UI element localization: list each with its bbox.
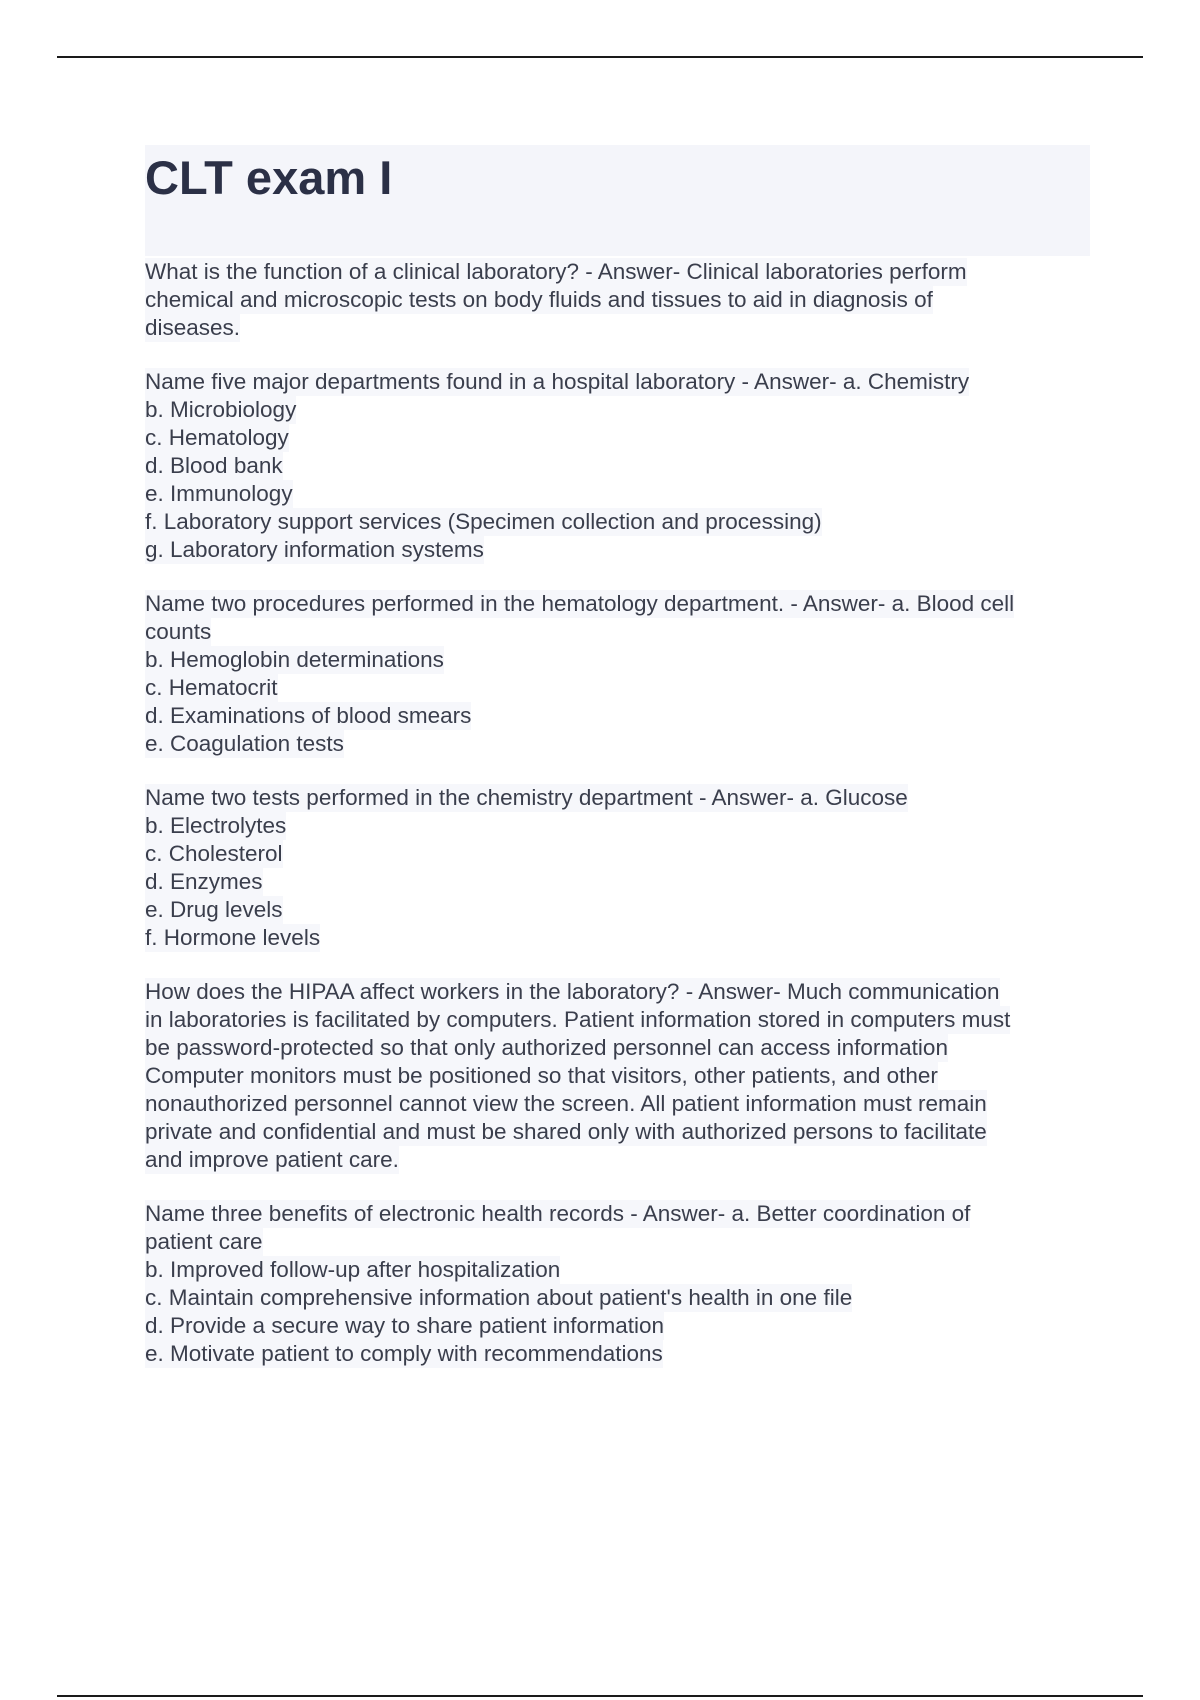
qa-block [145,978,1090,1174]
qa-block [145,590,1090,758]
qa-line: How does the HIPAA affect workers in the laboratory? - Answer- Much communication [145,979,1000,1004]
qa-line: c. Hematology [145,425,289,450]
qa-block [145,1200,1090,1368]
qa-line: chemical and microscopic tests on body fluids and tissues to aid in diagnosis of [145,287,933,312]
qa-line: be password-protected so that only authorized personnel can access information [145,1035,948,1060]
qa-line: patient care [145,1229,263,1254]
qa-line: b. Hemoglobin determinations [145,647,444,672]
qa-line: b. Improved follow-up after hospitalization [145,1257,561,1282]
qa-line: e. Drug levels [145,897,283,922]
qa-line: What is the function of a clinical laboratory? - Answer- Clinical laboratories perform [145,259,967,284]
qa-line: diseases. [145,315,241,340]
qa-line: e. Motivate patient to comply with recommendations [145,1341,663,1366]
qa-line: c. Cholesterol [145,841,283,866]
qa-line: d. Provide a secure way to share patient information [145,1313,665,1338]
qa-line: Computer monitors must be positioned so that visitors, other patients, and other [145,1063,938,1088]
qa-line: f. Hormone levels [145,925,321,950]
qa-block [145,258,1090,342]
qa-line: nonauthorized personnel cannot view the screen. All patient information must remain [145,1091,987,1116]
title-banner [145,145,1090,256]
qa-line: in laboratories is facilitated by computers. Patient information stored in computers must [145,1007,1011,1032]
qa-block [145,368,1090,564]
qa-line: c. Hematocrit [145,675,278,700]
qa-line: d. Blood bank [145,453,283,478]
qa-line: Name two tests performed in the chemistry department - Answer- a. Glucose [145,785,908,810]
document-body [145,145,1090,1394]
page-title: CLT exam I [145,151,393,204]
qa-line: g. Laboratory information systems [145,537,484,562]
qa-line: Name two procedures performed in the hematology department. - Answer- a. Blood cell [145,591,1015,616]
qa-line: and improve patient care. [145,1147,399,1172]
qa-line: b. Electrolytes [145,813,287,838]
qa-line: Name three benefits of electronic health records - Answer- a. Better coordination of [145,1201,971,1226]
qa-line: Name five major departments found in a hospital laboratory - Answer- a. Chemistry [145,369,970,394]
qa-line: e. Immunology [145,481,293,506]
qa-block [145,784,1090,952]
qa-line: c. Maintain comprehensive information about patient's health in one file [145,1285,853,1310]
bottom-rule [57,1695,1143,1697]
qa-line: counts [145,619,212,644]
qa-line: d. Examinations of blood smears [145,703,472,728]
qa-line: d. Enzymes [145,869,263,894]
qa-list [145,258,1090,1368]
qa-line: f. Laboratory support services (Specimen collection and processing) [145,509,822,534]
qa-line: e. Coagulation tests [145,731,344,756]
qa-line: private and confidential and must be shared only with authorized persons to facilitate [145,1119,987,1144]
qa-line: b. Microbiology [145,397,297,422]
top-rule [57,56,1143,58]
